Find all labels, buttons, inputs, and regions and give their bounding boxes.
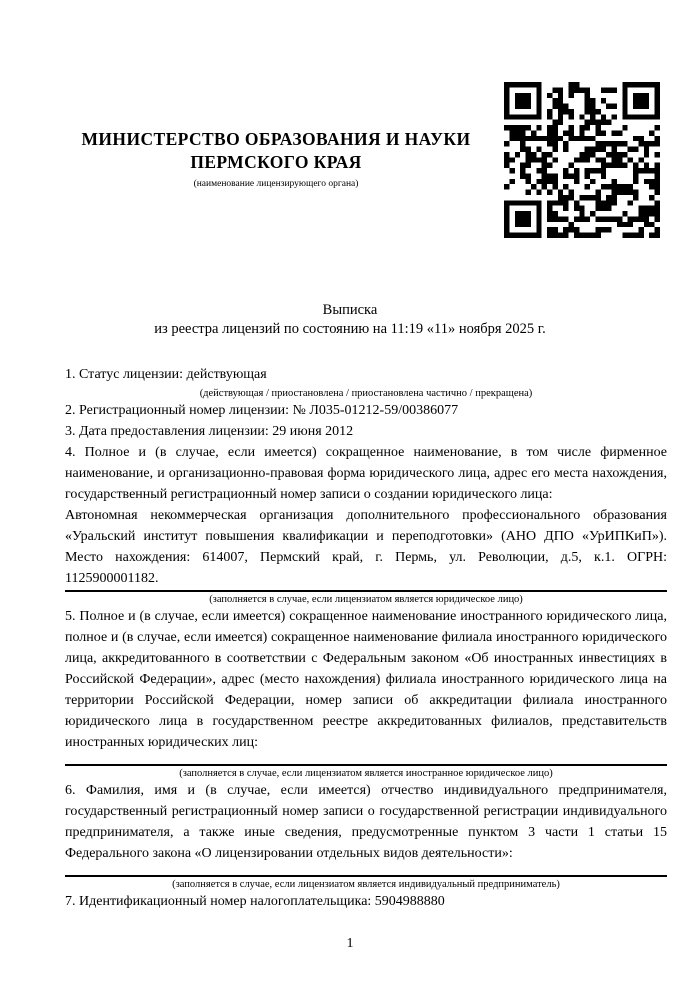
item-1-caption: (действующая / приостановлена / приостановлена частично / прекращена) bbox=[199, 388, 533, 399]
document-title-line2: из реестра лицензий по состоянию на 11:19 «11» ноября 2025 г. bbox=[154, 321, 546, 337]
fill-in-line-entrepreneur bbox=[65, 875, 667, 877]
document-body bbox=[65, 364, 667, 912]
fill-in-line-foreign-entity bbox=[65, 764, 667, 766]
item-6-entrepreneur-clause: 6. Фамилия, имя и (в случае, если имеется) отчество индивидуального предпринимателя, государственный регистрационный номер записи о государственной регистрации индивидуального предпринимателя, а также иные сведения, предусмотренные пунктом 3 части 1 статьи 15 Федерального закона «О лицензировании отдельных видов деятельности»: bbox=[65, 783, 667, 861]
ministry-caption: (наименование лицензирующего органа) bbox=[193, 179, 359, 189]
ministry-name-line2: ПЕРМСКОГО КРАЯ bbox=[190, 152, 362, 172]
page-number: 1 bbox=[346, 936, 354, 951]
item-7-taxpayer-number: 7. Идентификационный номер налогоплательщика: 5904988880 bbox=[65, 894, 445, 909]
item-6-caption: (заполняется в случае, если лицензиатом является индивидуальный предприниматель) bbox=[172, 879, 560, 890]
item-4-legal-entity-clause: 4. Полное и (в случае, если имеется) сокращенное наименование, в том числе фирменное наименование, и организационно-правовая форма юридического лица, адрес его места нахождения, государственный регистрационный номер записи о создании юридического лица: bbox=[65, 445, 667, 502]
item-4-legal-entity-value: Автономная некоммерческая организация дополнительного профессионального образования «Уральский институт повышения квалификации и переподготовки» (АНО ДПО «УрИПКиП»). Место нахождения: 614007, Пермский край, г. Пермь, ул. Революции, д.5, к.1. ОГРН: 1125900001182. bbox=[65, 508, 667, 586]
qr-code-icon bbox=[504, 82, 660, 238]
item-1-status: 1. Статус лицензии: действующая bbox=[65, 367, 267, 382]
item-4-caption: (заполняется в случае, если лицензиатом является юридическое лицо) bbox=[209, 594, 523, 605]
document-title-line1: Выписка bbox=[322, 302, 378, 318]
item-3-license-date: 3. Дата предоставления лицензии: 29 июня 2012 bbox=[65, 424, 354, 439]
licensing-authority-header bbox=[62, 128, 490, 190]
ministry-name-line1: МИНИСТЕРСТВО ОБРАЗОВАНИЯ И НАУКИ bbox=[81, 129, 471, 149]
item-5-caption: (заполняется в случае, если лицензиатом является иностранное юридическое лицо) bbox=[179, 768, 553, 779]
item-2-license-number: 2. Регистрационный номер лицензии: № Л035-01212-59/00386077 bbox=[65, 403, 459, 418]
document-title bbox=[65, 301, 635, 339]
fill-in-line-legal-entity bbox=[65, 590, 667, 592]
item-5-foreign-entity-clause: 5. Полное и (в случае, если имеется) сокращенное наименование иностранного юридического лица, полное и (в случае, если имеется) сокращенное наименование филиала иностранного юридического лица, аккредитованного в соответствии с Федеральным законом «Об иностранных инвестициях в Российской Федерации», адрес (место нахождения) филиала иностранного юридического лица на территории Российской Федерации, номер записи об аккредитации филиала иностранного юридического лица в государственном реестре аккредитованных филиалов, представительств иностранных юридических лиц: bbox=[65, 609, 667, 750]
